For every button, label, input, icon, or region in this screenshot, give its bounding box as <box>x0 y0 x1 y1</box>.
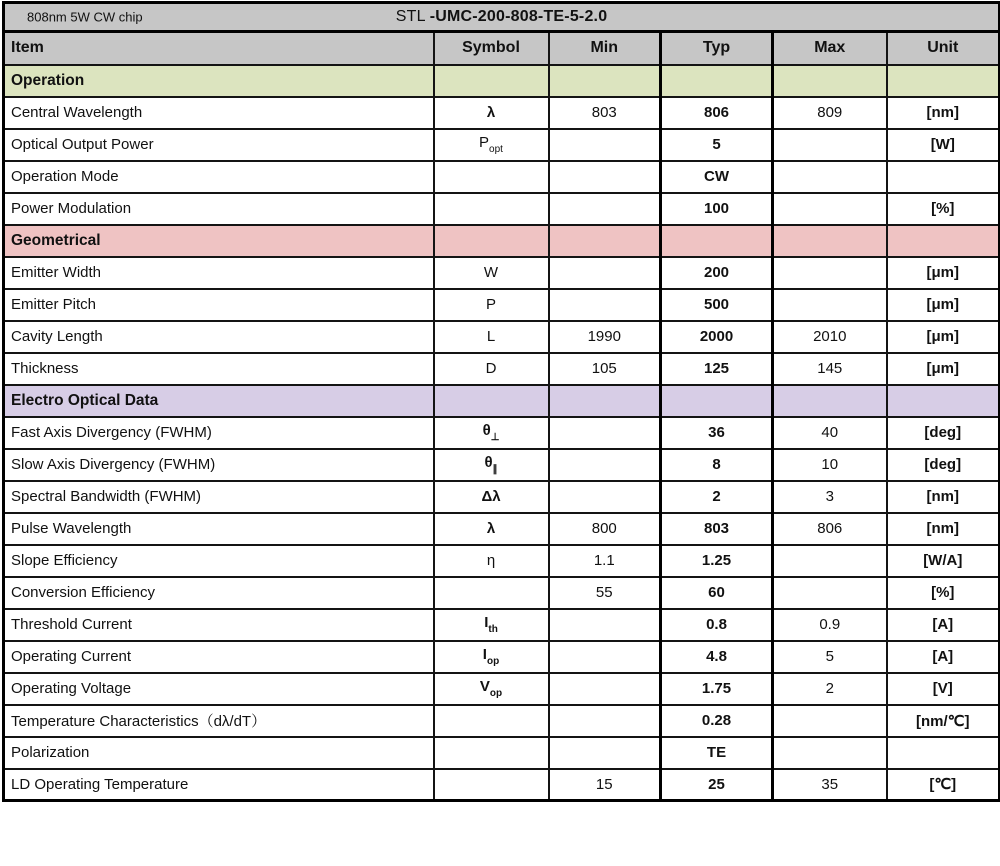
spec-row <box>4 257 1000 289</box>
cell-unit: [deg] <box>887 417 1000 449</box>
spec-row <box>4 513 1000 545</box>
cell-unit: [nm] <box>887 481 1000 513</box>
cell-typ: 0.8 <box>661 609 773 641</box>
cell-min <box>549 609 661 641</box>
spec-row <box>4 609 1000 641</box>
title-cell <box>4 3 1000 32</box>
cell-unit: [%] <box>887 193 1000 225</box>
cell-typ: CW <box>661 161 773 193</box>
section-cell <box>434 385 549 417</box>
cell-min <box>549 193 661 225</box>
spec-table <box>2 1 1000 802</box>
cell-typ: 2 <box>661 481 773 513</box>
cell-max: 2 <box>773 673 887 705</box>
cell-max <box>773 193 887 225</box>
column-header-row <box>4 32 1000 65</box>
cell-unit: [nm] <box>887 513 1000 545</box>
cell-min: 105 <box>549 353 661 385</box>
symbol: $\theta_\perp$ <box>482 422 500 443</box>
symbol: W <box>483 264 499 281</box>
section-cell <box>887 385 1000 417</box>
spec-row <box>4 737 1000 769</box>
section-label: Geometrical <box>4 225 434 257</box>
spec-row <box>4 97 1000 129</box>
cell-item: Spectral Bandwidth (FWHM) <box>4 481 434 513</box>
cell-item: Conversion Efficiency <box>4 577 434 609</box>
cell-min <box>549 257 661 289</box>
spec-row <box>4 193 1000 225</box>
cell-typ: 803 <box>661 513 773 545</box>
cell-min: 55 <box>549 577 661 609</box>
cell-symbol <box>434 257 549 289</box>
cell-item: Polarization <box>4 737 434 769</box>
cell-max: 806 <box>773 513 887 545</box>
cell-unit: [℃] <box>887 769 1000 801</box>
symbol: Δλ <box>481 488 501 505</box>
cell-min <box>549 161 661 193</box>
cell-max: 5 <box>773 641 887 673</box>
section-cell <box>434 225 549 257</box>
cell-max: 35 <box>773 769 887 801</box>
cell-unit: [W/A] <box>887 545 1000 577</box>
cell-unit <box>887 161 1000 193</box>
cell-item: Cavity Length <box>4 321 434 353</box>
cell-min <box>549 673 661 705</box>
cell-typ: 1.75 <box>661 673 773 705</box>
section-cell <box>773 225 887 257</box>
model-code: -UMC-200-808-TE-5-2.0 <box>429 8 608 25</box>
spec-row <box>4 129 1000 161</box>
cell-symbol <box>434 737 549 769</box>
section-row <box>4 65 1000 97</box>
section-cell <box>773 385 887 417</box>
cell-typ: 36 <box>661 417 773 449</box>
section-cell <box>887 65 1000 97</box>
spec-row <box>4 353 1000 385</box>
cell-max <box>773 129 887 161</box>
spec-row <box>4 289 1000 321</box>
cell-typ: 100 <box>661 193 773 225</box>
cell-typ: 500 <box>661 289 773 321</box>
model-number <box>396 8 608 25</box>
spec-sheet <box>2 1 998 802</box>
cell-min: 803 <box>549 97 661 129</box>
cell-min <box>549 289 661 321</box>
symbol: η <box>486 552 496 569</box>
cell-min <box>549 481 661 513</box>
cell-min: 800 <box>549 513 661 545</box>
spec-row <box>4 417 1000 449</box>
cell-symbol <box>434 353 549 385</box>
cell-item: Temperature Characteristics（dλ/dT） <box>4 705 434 737</box>
cell-min <box>549 449 661 481</box>
cell-max <box>773 289 887 321</box>
col-header-typ: Typ <box>661 32 773 65</box>
cell-item: Optical Output Power <box>4 129 434 161</box>
cell-typ: 125 <box>661 353 773 385</box>
cell-typ: 5 <box>661 129 773 161</box>
section-label: Electro Optical Data <box>4 385 434 417</box>
cell-symbol <box>434 129 549 161</box>
cell-symbol <box>434 161 549 193</box>
spec-row <box>4 481 1000 513</box>
cell-item: Slope Efficiency <box>4 545 434 577</box>
cell-symbol <box>434 545 549 577</box>
cell-symbol <box>434 609 549 641</box>
cell-typ: 60 <box>661 577 773 609</box>
cell-symbol <box>434 577 549 609</box>
cell-min <box>549 737 661 769</box>
cell-unit: [A] <box>887 609 1000 641</box>
col-header-item: Item <box>4 32 434 65</box>
section-cell <box>773 65 887 97</box>
symbol: D <box>485 360 497 377</box>
cell-item: Operation Mode <box>4 161 434 193</box>
cell-min <box>549 705 661 737</box>
section-label: Operation <box>4 65 434 97</box>
cell-item: Emitter Width <box>4 257 434 289</box>
col-header-symbol: Symbol <box>434 32 549 65</box>
cell-unit: [W] <box>887 129 1000 161</box>
symbol: $\theta_\parallel$ <box>484 454 498 475</box>
cell-max: 2010 <box>773 321 887 353</box>
col-header-min: Min <box>549 32 661 65</box>
symbol: L <box>486 328 496 345</box>
cell-max <box>773 577 887 609</box>
cell-item: Operating Voltage <box>4 673 434 705</box>
cell-unit: [A] <box>887 641 1000 673</box>
section-cell <box>549 225 661 257</box>
spec-row <box>4 769 1000 801</box>
cell-symbol <box>434 97 549 129</box>
cell-typ: 2000 <box>661 321 773 353</box>
spec-row <box>4 705 1000 737</box>
cell-item: Power Modulation <box>4 193 434 225</box>
cell-unit: [deg] <box>887 449 1000 481</box>
col-header-unit: Unit <box>887 32 1000 65</box>
cell-max: 0.9 <box>773 609 887 641</box>
cell-max: 809 <box>773 97 887 129</box>
cell-min: 1.1 <box>549 545 661 577</box>
cell-item: Pulse Wavelength <box>4 513 434 545</box>
cell-symbol <box>434 193 549 225</box>
chip-type-label: 808nm 5W CW chip <box>27 9 143 25</box>
section-row <box>4 385 1000 417</box>
cell-typ: 806 <box>661 97 773 129</box>
spec-row <box>4 577 1000 609</box>
cell-symbol <box>434 513 549 545</box>
cell-item: Slow Axis Divergency (FWHM) <box>4 449 434 481</box>
section-cell <box>661 385 773 417</box>
symbol: $V_{op}$ <box>479 678 503 699</box>
cell-unit: [V] <box>887 673 1000 705</box>
section-cell <box>549 385 661 417</box>
symbol: $P_{opt}$ <box>479 134 503 155</box>
cell-unit: [μm] <box>887 257 1000 289</box>
cell-item: Central Wavelength <box>4 97 434 129</box>
cell-unit: [%] <box>887 577 1000 609</box>
cell-min: 15 <box>549 769 661 801</box>
cell-symbol <box>434 321 549 353</box>
spec-row <box>4 449 1000 481</box>
cell-unit <box>887 737 1000 769</box>
table-body <box>4 65 1000 801</box>
cell-symbol <box>434 673 549 705</box>
model-prefix: STL <box>395 8 430 25</box>
symbol: λ <box>486 104 496 121</box>
cell-max: 3 <box>773 481 887 513</box>
cell-max <box>773 257 887 289</box>
cell-unit: [μm] <box>887 321 1000 353</box>
cell-typ: 4.8 <box>661 641 773 673</box>
title-row <box>4 3 1000 32</box>
cell-item: LD Operating Temperature <box>4 769 434 801</box>
cell-item: Fast Axis Divergency (FWHM) <box>4 417 434 449</box>
cell-max <box>773 161 887 193</box>
cell-max: 145 <box>773 353 887 385</box>
cell-max <box>773 545 887 577</box>
spec-row <box>4 321 1000 353</box>
cell-unit: [μm] <box>887 353 1000 385</box>
symbol: λ <box>486 520 496 537</box>
cell-max <box>773 737 887 769</box>
cell-typ: TE <box>661 737 773 769</box>
spec-row <box>4 545 1000 577</box>
cell-typ: 1.25 <box>661 545 773 577</box>
spec-row <box>4 673 1000 705</box>
cell-symbol <box>434 769 549 801</box>
spec-row <box>4 161 1000 193</box>
cell-symbol <box>434 705 549 737</box>
cell-item: Emitter Pitch <box>4 289 434 321</box>
section-cell <box>661 65 773 97</box>
cell-symbol <box>434 417 549 449</box>
symbol: $I_{op}$ <box>482 646 500 667</box>
spec-row <box>4 641 1000 673</box>
section-cell <box>549 65 661 97</box>
cell-min <box>549 641 661 673</box>
cell-min: 1990 <box>549 321 661 353</box>
col-header-max: Max <box>773 32 887 65</box>
cell-typ: 200 <box>661 257 773 289</box>
cell-max: 40 <box>773 417 887 449</box>
cell-min <box>549 417 661 449</box>
section-cell <box>661 225 773 257</box>
cell-symbol <box>434 641 549 673</box>
cell-unit: [μm] <box>887 289 1000 321</box>
cell-min <box>549 129 661 161</box>
cell-typ: 25 <box>661 769 773 801</box>
section-cell <box>434 65 549 97</box>
cell-symbol <box>434 449 549 481</box>
section-row <box>4 225 1000 257</box>
cell-symbol <box>434 481 549 513</box>
cell-symbol <box>434 289 549 321</box>
cell-item: Threshold Current <box>4 609 434 641</box>
cell-typ: 8 <box>661 449 773 481</box>
cell-item: Thickness <box>4 353 434 385</box>
cell-max <box>773 705 887 737</box>
cell-item: Operating Current <box>4 641 434 673</box>
symbol: P <box>485 296 496 313</box>
cell-max: 10 <box>773 449 887 481</box>
cell-unit: [nm] <box>887 97 1000 129</box>
cell-typ: 0.28 <box>661 705 773 737</box>
section-cell <box>887 225 1000 257</box>
symbol: $I_{th}$ <box>484 614 498 635</box>
cell-unit: [nm/℃] <box>887 705 1000 737</box>
